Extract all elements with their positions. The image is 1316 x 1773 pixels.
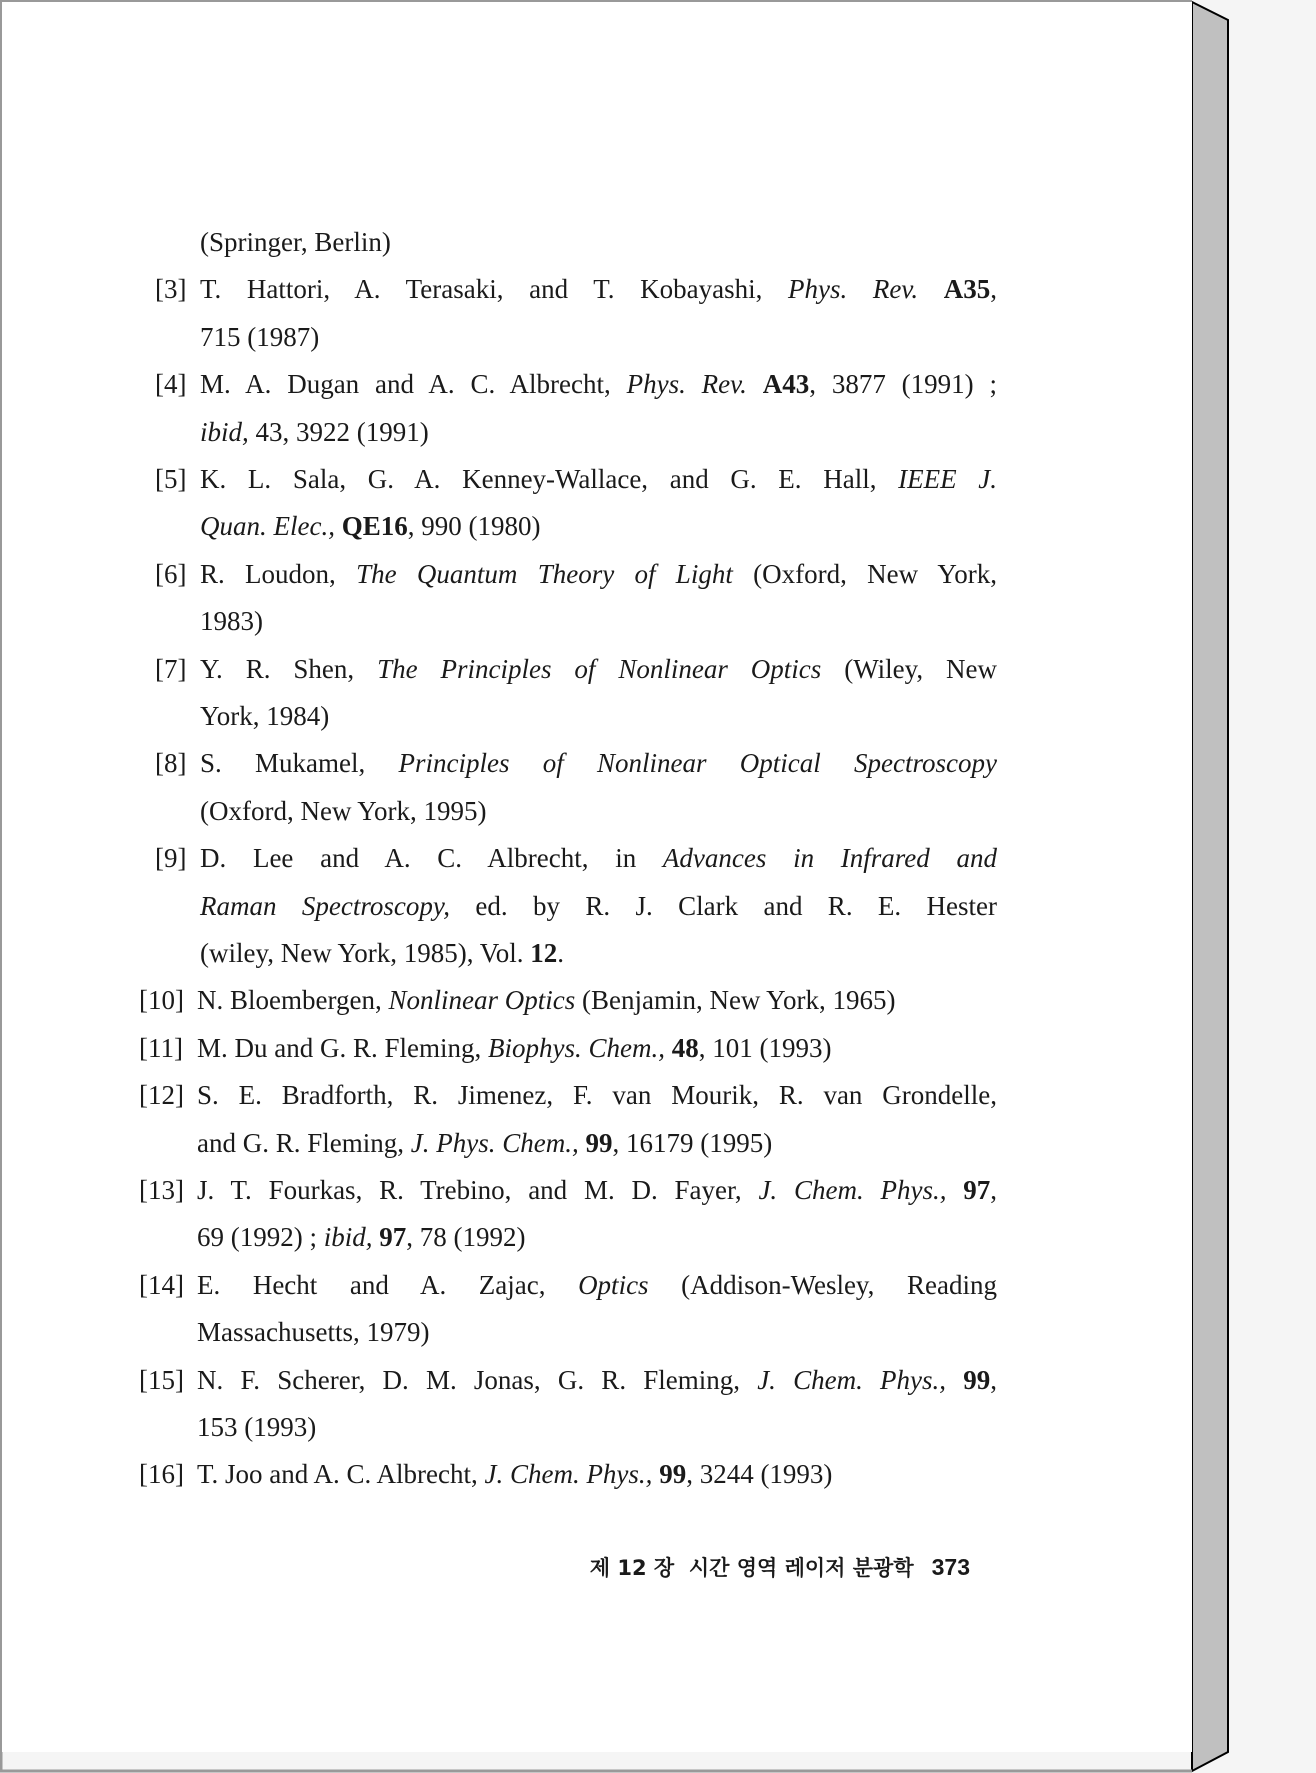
italic-title: ibid,: [323, 1222, 373, 1253]
reference-text: E. Hecht and A. Zajac,: [197, 1269, 579, 1300]
reference-text: [335, 511, 342, 541]
volume-number: 12: [530, 938, 558, 968]
reference-line: [197, 1120, 772, 1167]
reference-number: [7]: [155, 653, 187, 684]
volume-number: 48: [671, 1032, 699, 1063]
italic-title: Quan. Elec.,: [200, 511, 335, 542]
reference-number: [5]: [155, 464, 187, 494]
reference-text: 715 (1987): [200, 321, 320, 352]
reference-text: N. Bloembergen,: [197, 985, 389, 1016]
reference-line: [200, 361, 997, 408]
italic-title: Phys. Rev.: [788, 274, 919, 305]
volume-number: A35: [943, 274, 991, 305]
volume-number: 99: [659, 1459, 687, 1490]
reference-text: T. Hattori, A. Terasaki, and T. Kobayashi,: [200, 274, 789, 305]
reference-text: .: [557, 938, 565, 968]
volume-number: A43: [762, 369, 810, 400]
italic-title: Biophys. Chem.,: [488, 1032, 665, 1063]
reference-number: [12]: [139, 1080, 184, 1111]
reference-number: [8]: [155, 748, 187, 779]
reference-number: [16]: [139, 1459, 184, 1490]
reference-number: [15]: [139, 1364, 184, 1395]
reference-text: ,: [990, 274, 998, 305]
reference-text: (Oxford, New York,: [732, 558, 997, 589]
reference-text: S. Mukamel,: [200, 748, 399, 779]
reference-text: R. Loudon,: [200, 558, 357, 589]
reference-text: (Oxford, New York, 1995): [200, 795, 487, 826]
reference-text: Y. R. Shen,: [200, 653, 378, 684]
reference-line: [200, 456, 997, 503]
reference-text: S. E. Bradforth, R. Jimenez, F. van Mourik, R. van Grondelle,: [197, 1080, 997, 1111]
reference-text: J. T. Fourkas, R. Trebino, and M. D. Fayer,: [197, 1175, 759, 1205]
reference-number: [3]: [155, 274, 187, 305]
reference-line: [200, 740, 997, 787]
reference-line: [197, 1214, 525, 1261]
reference-text: 69 (1992) ;: [197, 1222, 324, 1253]
reference-text: [946, 1175, 963, 1205]
reference-line: [200, 409, 429, 456]
reference-text: [747, 369, 763, 399]
reference-number: [13]: [139, 1175, 184, 1205]
reference-text: D. Lee and A. C. Albrecht, in: [200, 843, 663, 874]
reference-line: [200, 930, 564, 977]
page-footer: [590, 1552, 970, 1582]
reference-text: (Benjamin, New York, 1965): [575, 985, 896, 1016]
reference-text: 43, 3922 (1991): [248, 416, 429, 447]
reference-text: , 101 (1993): [698, 1032, 832, 1063]
reference-text: , 990 (1980): [407, 511, 541, 542]
reference-line: [197, 977, 895, 1024]
reference-text: ,: [990, 1175, 998, 1205]
reference-line: [200, 551, 997, 598]
reference-number: [6]: [155, 558, 187, 589]
volume-number: 99: [585, 1127, 613, 1158]
reference-line: [197, 1451, 832, 1498]
reference-line: [200, 598, 263, 645]
italic-title: J. Phys. Chem.,: [410, 1127, 579, 1158]
reference-number: [4]: [155, 369, 187, 400]
italic-title: Phys. Rev.: [626, 369, 747, 400]
reference-line: [197, 1357, 997, 1404]
reference-text: K. L. Sala, G. A. Kenney-Wallace, and G. E. Hall,: [200, 464, 899, 494]
reference-text: , 78 (1992): [406, 1222, 526, 1253]
reference-text: (Addison-Wesley, Reading: [648, 1269, 997, 1300]
reference-line: [200, 646, 997, 693]
reference-number: [10]: [139, 985, 184, 1016]
reference-text: 1983): [200, 606, 263, 637]
reference-text: N. F. Scherer, D. M. Jonas, G. R. Fleming,: [197, 1364, 758, 1395]
reference-text: (wiley, New York, 1985), Vol.: [200, 938, 531, 968]
reference-line: [197, 1309, 429, 1356]
reference-text: (Springer, Berlin): [200, 227, 391, 257]
reference-line: [197, 1262, 997, 1309]
volume-number: QE16: [341, 511, 408, 542]
reference-text: , 3244 (1993): [686, 1459, 833, 1490]
reference-number: [14]: [139, 1269, 184, 1300]
chapter-title: 제 12 장 시간 영역 레이저 분광학: [589, 1556, 914, 1580]
reference-line: [200, 883, 997, 930]
volume-number: 99: [963, 1364, 991, 1395]
italic-title: Nonlinear Optics: [388, 985, 576, 1016]
reference-text: ed. by R. J. Clark and R. E. Hester: [450, 890, 997, 921]
reference-text: and G. R. Fleming,: [197, 1127, 411, 1158]
italic-title: Advances in Infrared and: [662, 843, 997, 874]
reference-text: (Wiley, New: [821, 653, 998, 684]
italic-title: Principles of Nonlinear Optical Spectroscopy: [398, 748, 998, 779]
volume-number: 97: [379, 1222, 407, 1253]
reference-line: [197, 1025, 831, 1072]
reference-text: M. A. Dugan and A. C. Albrecht,: [200, 369, 627, 400]
page-number: 373: [931, 1554, 970, 1580]
reference-text: Massachusetts, 1979): [197, 1317, 430, 1348]
italic-title: The Quantum Theory of Light: [356, 558, 733, 589]
reference-line: [200, 266, 997, 313]
reference-text: [918, 274, 944, 304]
reference-line: [200, 788, 486, 835]
reference-line: [197, 1167, 997, 1214]
reference-number: [11]: [139, 1032, 183, 1063]
italic-title: J. Chem. Phys.,: [757, 1364, 947, 1395]
reference-text: 153 (1993): [197, 1412, 317, 1442]
italic-title: Optics: [578, 1269, 649, 1300]
reference-number: [9]: [155, 843, 187, 874]
italic-title: IEEE J.: [898, 464, 997, 494]
reference-line: [200, 693, 329, 740]
reference-line: [200, 503, 540, 550]
reference-text: [946, 1365, 963, 1395]
reference-line: [200, 314, 319, 361]
reference-line: [200, 835, 997, 882]
reference-line: [200, 219, 391, 266]
italic-title: J. Chem. Phys.,: [758, 1175, 947, 1205]
reference-line: [197, 1404, 316, 1451]
reference-text: , 16179 (1995): [612, 1127, 773, 1158]
reference-line: [197, 1072, 997, 1119]
reference-text: [665, 1033, 672, 1063]
reference-text: York, 1984): [200, 701, 330, 731]
reference-text: , 3877 (1991) ;: [809, 369, 997, 400]
italic-title: Raman Spectroscopy,: [200, 890, 451, 921]
italic-title: The Principles of Nonlinear Optics: [377, 653, 822, 684]
reference-text: ,: [990, 1364, 997, 1395]
italic-title: J. Chem. Phys.,: [484, 1459, 653, 1490]
reference-text: M. Du and G. R. Fleming,: [197, 1032, 489, 1063]
volume-number: 97: [963, 1175, 991, 1205]
reference-text: T. Joo and A. C. Albrecht,: [197, 1459, 485, 1490]
italic-title: ibid,: [200, 416, 249, 447]
